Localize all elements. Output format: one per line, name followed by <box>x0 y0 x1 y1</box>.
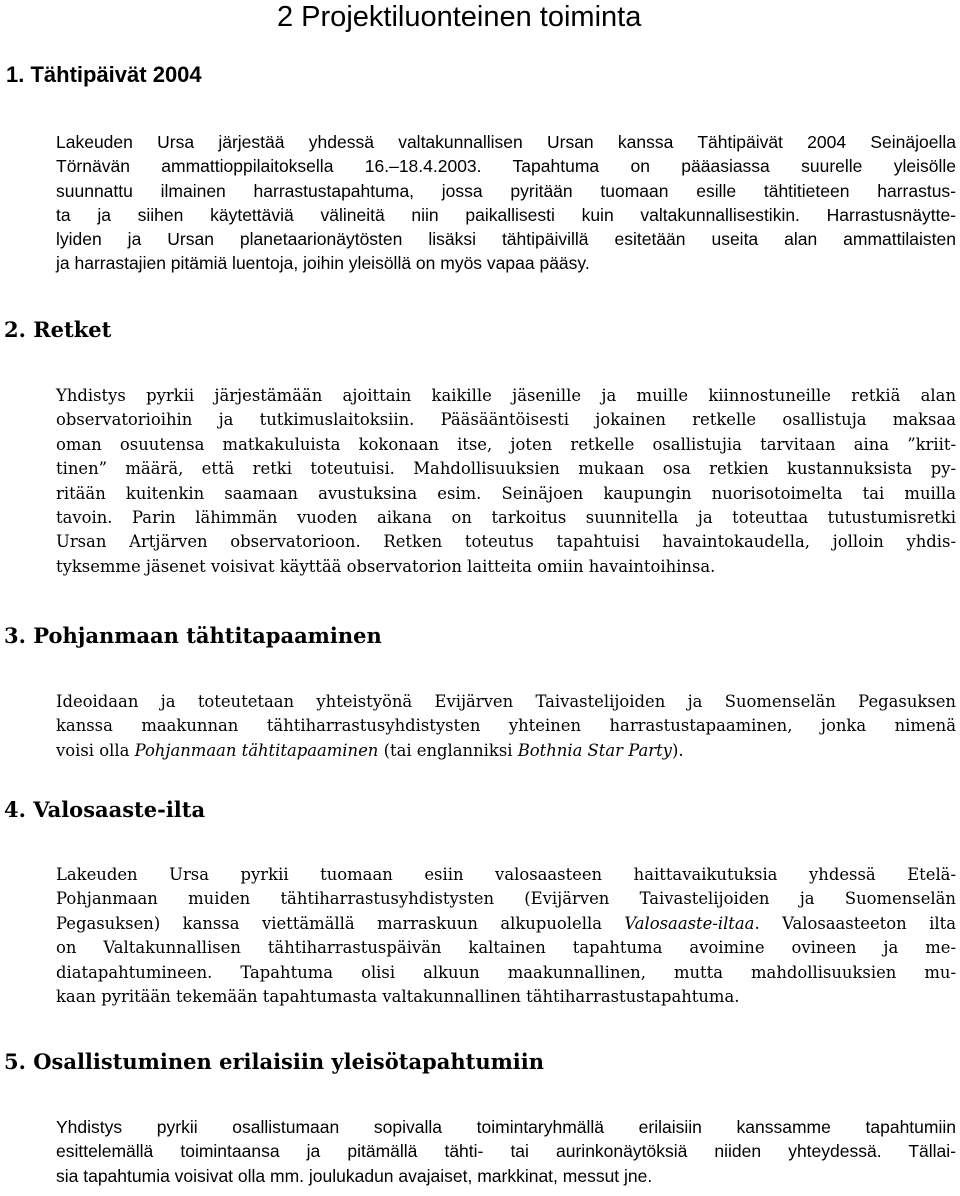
section-heading-pohjanmaan-tahtitapaaminen: 3. Pohjanmaan tähtitapaaminen <box>4 623 382 648</box>
text-line: sia tapahtumia voisivat olla mm. joulukadun avajaiset, markkinat, messut jne. <box>56 1165 653 1186</box>
text-line: esittelemällä toimintaansa ja pitämällä tähti- tai aurinkonäytöksiä niiden yhteydessä. Tällai- <box>56 1141 956 1162</box>
text-line: Lakeuden Ursa järjestää yhdessä valtakunnallisen Ursan kanssa Tähtipäivät 2004 Seinäjoella <box>56 132 956 152</box>
section-heading-yleisotapahtumat: 5. Osallistuminen erilaisiin yleisötapahtumiin <box>4 1049 545 1074</box>
text-run: ). <box>671 740 684 760</box>
section-heading-retket: 2. Retket <box>4 317 112 342</box>
event-name-english-emphasis: Bothnia Star Party <box>517 740 672 760</box>
section-body-tahtipaivat <box>56 130 956 276</box>
text-line: lyiden ja Ursan planetaarionäytösten lisäksi tähtipäivillä esitetään useita alan ammattilaisten <box>56 229 956 250</box>
text-line: ja harrastajien pitämiä luentoja, joihin yleisöllä on myös vapaa pääsy. <box>56 253 590 274</box>
event-name-emphasis: Pohjanmaan tähtitapaaminen <box>134 740 379 760</box>
text-line: tavoin. Parin lähimmän vuoden aikana on tarkoitus suunnitella ja toteuttaa tutustumisretki <box>56 508 956 528</box>
section-body-valosaaste-ilta <box>56 863 956 1009</box>
text-line: Ursan Artjärven observatorioon. Retken toteutus tapahtuisi havaintokaudella, jolloin yhdis- <box>56 532 956 552</box>
text-line: observatorioihin ja tutkimuslaitoksiin. Pääsääntöisesti jokainen retkelle osallistuja maksaa <box>56 410 956 430</box>
text-line <box>56 739 956 763</box>
text-line: tinen” määrä, että retki toteutuisi. Mahdollisuuksien mukaan osa retkien kustannuksista py- <box>56 459 956 479</box>
text-line: ritään kuitenkin saamaan avustuksina esim. Seinäjoen kaupungin nuorisotoimelta tai muilla <box>56 483 956 503</box>
section-body-yleisotapahtumat <box>56 1115 956 1188</box>
text-line: Törnävän ammattioppilaitoksella 16.–18.4.2003. Tapahtuma on pääasiassa suurelle yleisölle <box>56 156 956 177</box>
text-line: kanssa maakunnan tähtiharrastusyhdistysten yhteinen harrastustapaaminen, jonka nimenä <box>56 716 956 736</box>
text-line: suunnattu ilmainen harrastustapahtuma, jossa pyritään tuomaan esille tähtitieteen harrastus- <box>56 180 956 201</box>
text-line: Lakeuden Ursa pyrkii tuomaan esiin valosaasteen haittavaikutuksia yhdessä Etelä- <box>56 865 956 884</box>
text-line: on Valtakunnallisen tähtiharrastuspäivän kaltainen tapahtuma avoimine ovineen ja me- <box>56 938 956 958</box>
text-line: oman osuutensa matkakuluista kokonaan itse, joten retkelle osallistujia tarvitaan aina ”kriit- <box>56 434 956 454</box>
text-run: voisi olla <box>56 740 135 760</box>
text-line: Yhdistys pyrkii osallistumaan sopivalla toimintaryhmällä erilaisiin kanssamme tapahtumiin <box>56 1117 956 1137</box>
text-line: diatapahtumineen. Tapahtuma olisi alkuun maakunnallinen, mutta mahdollisuuksien mu- <box>56 962 956 982</box>
section-heading-valosaaste-ilta: 4. Valosaaste-ilta <box>4 797 206 822</box>
text-run: (tai englanniksi <box>378 740 518 760</box>
text-run: . Valosaasteeton ilta <box>754 913 956 933</box>
text-run: Pegasuksen) kanssa viettämällä marraskuun alkupuolella <box>56 913 625 933</box>
chapter-title: 2 Projektiluonteinen toiminta <box>277 1 642 33</box>
text-line: Yhdistys pyrkii järjestämään ajoittain kaikille jäsenille ja muille kiinnostuneille retkiä alan <box>56 386 956 405</box>
section-heading-tahtipaivat: 1. Tähtipäivät 2004 <box>6 62 202 87</box>
section-body-pohjanmaan-tahtitapaaminen <box>56 690 956 763</box>
text-line: kaan pyritään tekemään tapahtumasta valtakunnallinen tähtiharrastustapahtuma. <box>56 987 740 1007</box>
section-body-retket <box>56 384 956 579</box>
text-line: tyksemme jäsenet voisivat käyttää observatorion laitteita omiin havaintoihinsa. <box>56 556 716 576</box>
text-line: Pohjanmaan muiden tähtiharrastusyhdistysten (Evijärven Taivastelijoiden ja Suomenselän <box>56 889 956 909</box>
text-line: ta ja siihen käytettäviä välineitä niin paikallisesti kuin valtakunnallisestikin. Harrastusnäytte- <box>56 204 956 225</box>
text-line <box>56 912 956 936</box>
event-name-emphasis: Valosaaste-iltaa <box>624 913 755 933</box>
text-line: Ideoidaan ja toteutetaan yhteistyönä Evijärven Taivastelijoiden ja Suomenselän Pegasuksen <box>56 692 956 711</box>
